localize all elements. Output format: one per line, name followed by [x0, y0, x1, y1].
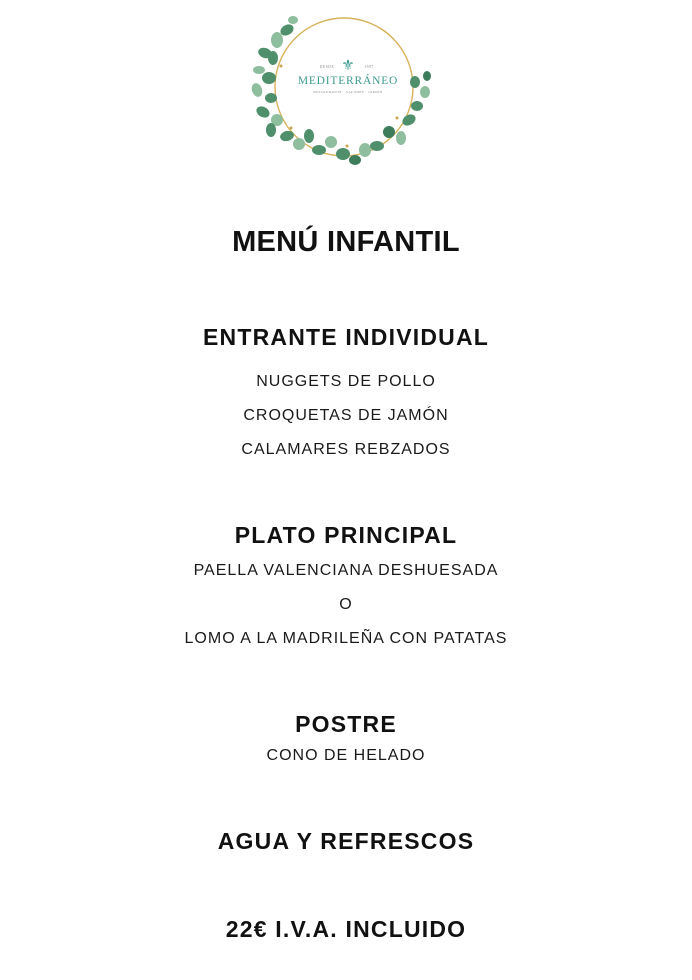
- menu-item-or: O: [339, 596, 353, 613]
- section-heading-plato-principal: PLATO PRINCIPAL: [234, 522, 458, 548]
- menu-item: LOMO A LA MADRILEÑA CON PATATAS: [184, 630, 508, 647]
- menu-item: NUGGETS DE POLLO: [256, 373, 436, 390]
- section-heading-bebidas: AGUA Y REFRESCOS: [217, 828, 475, 854]
- section-heading-postre: POSTRE: [295, 711, 397, 737]
- fleur-de-lis-icon: ⚜: [341, 57, 355, 74]
- menu-item: CALAMARES REBZADOS: [241, 441, 451, 458]
- logo-subtitle: RESTAURANTE · SALONES · JARDÍN: [313, 90, 383, 94]
- restaurant-logo: [247, 8, 437, 170]
- menu-item: CROQUETAS DE JAMÓN: [243, 407, 449, 424]
- logo-since-right: 1987: [364, 65, 374, 69]
- menu-item: CONO DE HELADO: [266, 747, 426, 764]
- logo-since-left: DESDE: [319, 65, 335, 69]
- menu-item: PAELLA VALENCIANA DESHUESADA: [193, 562, 499, 579]
- menu-price: 22€ I.V.A. INCLUIDO: [225, 916, 467, 942]
- menu-title: MENÚ INFANTIL: [232, 226, 460, 258]
- logo-brand: MEDITERRÁNEO: [297, 75, 399, 87]
- section-heading-entrante: ENTRANTE INDIVIDUAL: [202, 324, 490, 350]
